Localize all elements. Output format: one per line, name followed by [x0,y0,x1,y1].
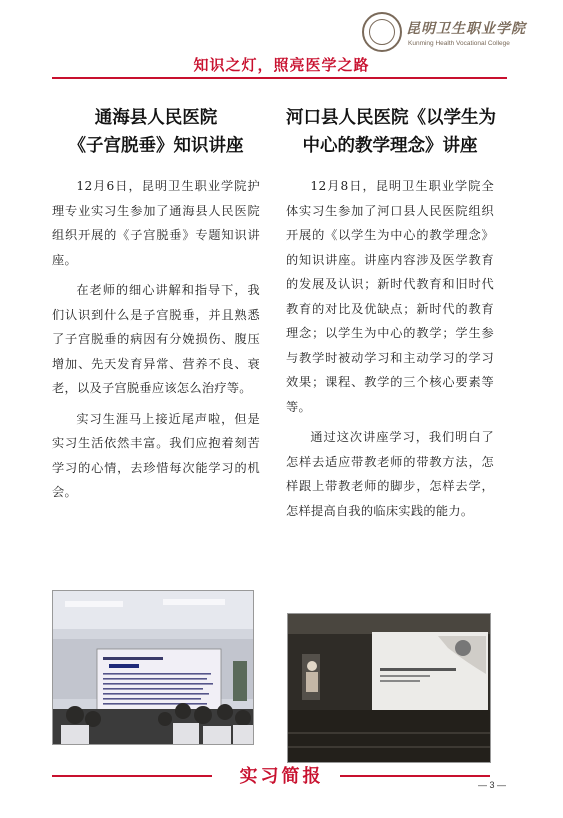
left-lecture-photo [52,590,254,745]
left-article [52,104,260,505]
left-article-paragraph: 在老师的细心讲解和指导下，我们认识到什么是子宫脱垂，并且熟悉了子宫脱垂的病因有分娩损伤、腹压增加、先天发育异常、营养不良、衰老，以及子宫脱垂应该怎么治疗等。 [52,283,260,395]
page-number: — 3 — [478,780,507,790]
header-tagline: 知识之灯，照亮医学之路 [193,56,370,74]
left-article-title [52,104,260,160]
left-article-paragraph: 12月6日，昆明卫生职业学院护理专业实习生参加了通海县人民医院组织开展的《子宫脱垂》专题知识讲座。 [52,179,260,267]
left-article-title-line2: 《子宫脱垂》知识讲座 [68,136,244,156]
page-header [0,0,563,80]
right-lecture-photo [287,613,491,763]
footer-title: 实习简报 [239,766,324,787]
right-article-title-line2: 中心的教学理念》讲座 [302,136,478,156]
left-article-title-line1: 通海县人民医院 [94,108,218,128]
left-lecture-photo-image [53,591,254,745]
right-article [286,104,494,523]
right-article-title [286,104,494,160]
header-divider [52,77,507,79]
left-article-paragraph: 实习生涯马上接近尾声啦，但是实习生活依然丰富。我们应抱着刻苦学习的心情，去珍惜每次能学习的机会。 [52,411,260,499]
right-article-title-line1: 河口县人民医院《以学生为 [286,108,496,128]
college-name-cn: 昆明卫生职业学院 [406,21,526,37]
college-name-en: Kunming Health Vocational College [408,40,510,47]
right-lecture-photo-image [288,614,491,763]
college-emblem-icon [362,12,402,52]
right-article-paragraph: 通过这次讲座学习，我们明白了怎样去适应带教老师的带教方法，怎样跟上带教老师的脚步，怎样去学，怎样提高自我的临床实践的能力。 [286,430,494,518]
college-logo [362,10,526,54]
right-article-paragraph: 12月8日，昆明卫生职业学院全体实习生参加了河口县人民医院组织开展的《以学生为中心的教学理念》的知识讲座。讲座内容涉及医学教育的发展及认识；新时代教育和旧时代教育的对比及优缺点；新时代的教育理念；以学生为中心的教学；学生参与教学时被动学习和主动学习的学习效果；课程、教学的三个核心要素等等。 [286,179,494,414]
